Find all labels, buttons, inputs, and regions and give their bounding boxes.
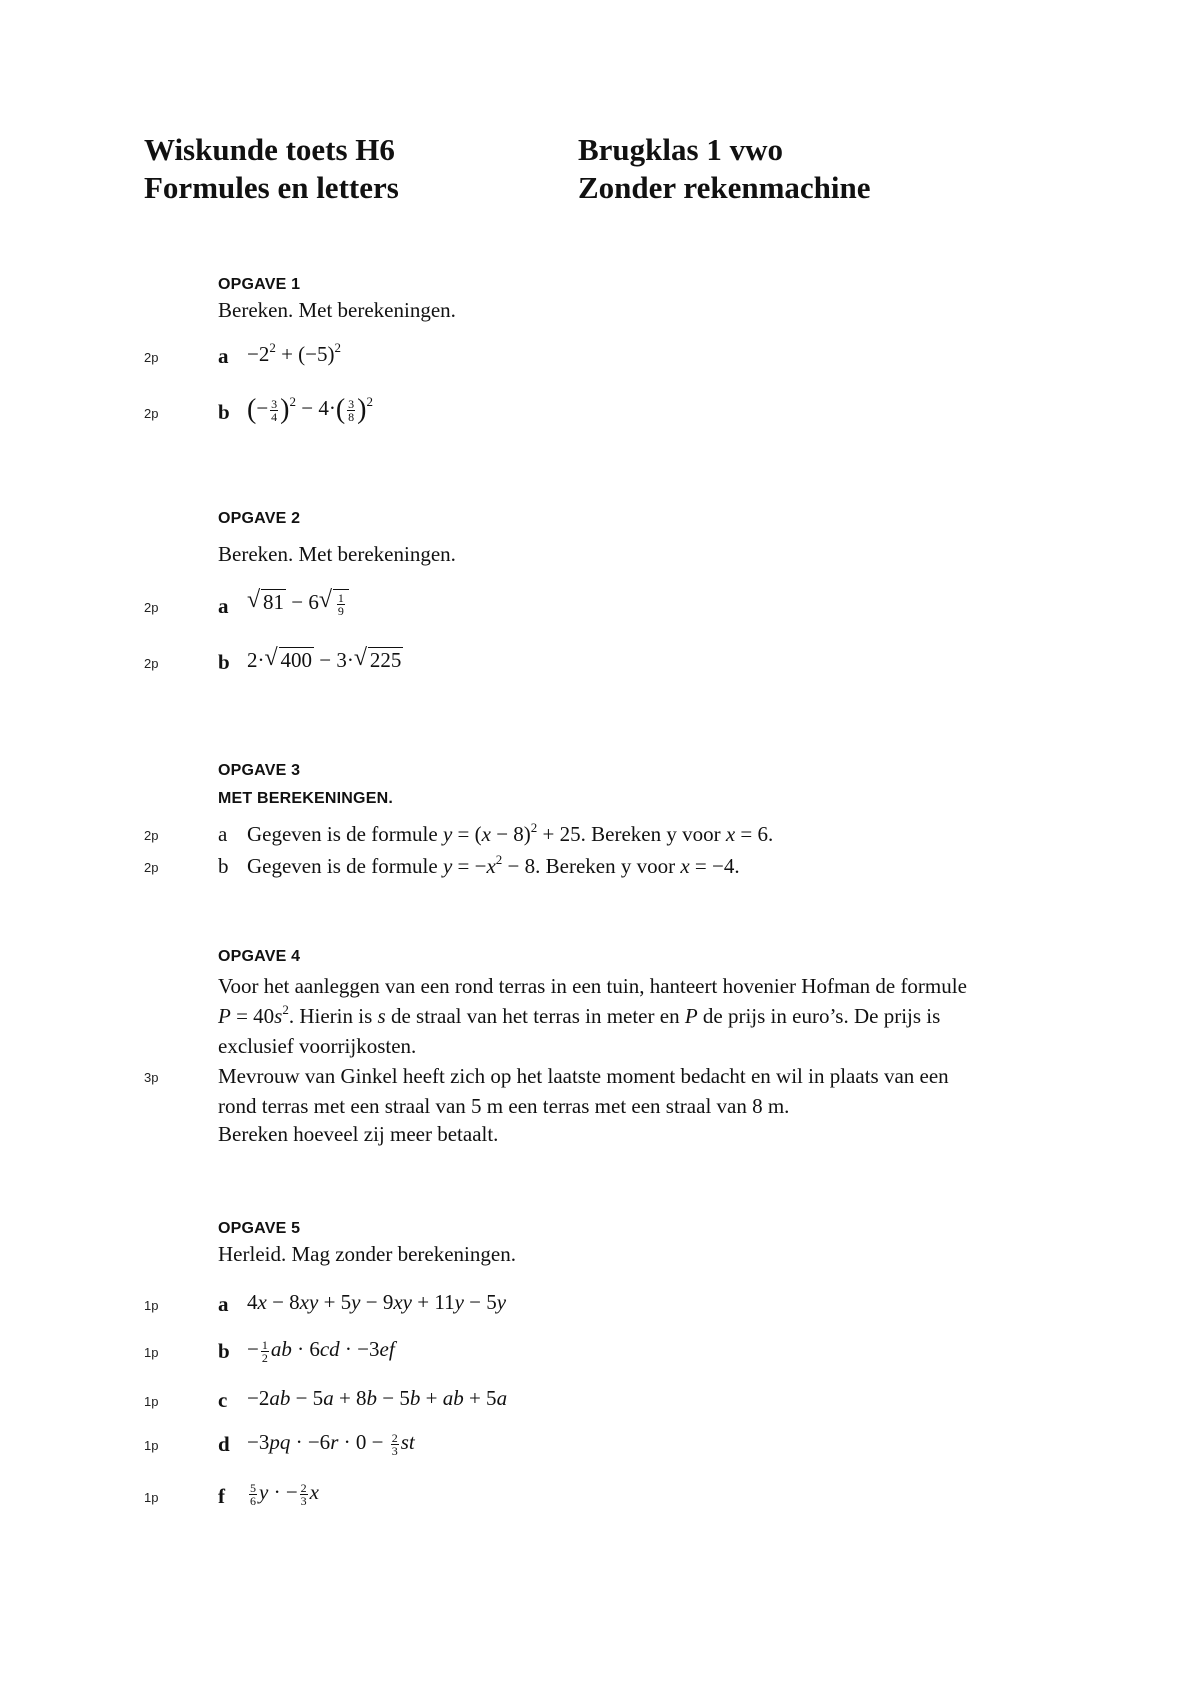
opgave4-points: 3p <box>144 1070 159 1085</box>
opgave5-b-expression: − $\frac{1}{2}$ ab · 6cd · −3ef <box>247 1337 395 1365</box>
opgave4-title: OPGAVE 4 <box>218 948 301 965</box>
opgave4-line2: $P = 40s^2$. Hierin is s de straal van het terras in meter en P de prijs in euro’s. De prijs is <box>218 1002 941 1028</box>
opgave1-b-points: 2p <box>144 406 159 421</box>
header-title: Wiskunde toets H6 <box>144 132 395 167</box>
opgave2-title: OPGAVE 2 <box>218 510 301 527</box>
opgave5-d-expression: −3pq · −6r · 0 − $\frac{2}{3}$ st <box>247 1430 415 1458</box>
opgave5-d-points: 1p <box>144 1438 159 1453</box>
opgave3-b-points: 2p <box>144 860 159 875</box>
opgave3-b-label: b <box>218 854 229 878</box>
opgave3-title: OPGAVE 3 <box>218 762 301 779</box>
opgave2-a-points: 2p <box>144 600 159 615</box>
opgave1-a-points: 2p <box>144 350 159 365</box>
opgave1-a-expression: $-2^2 + (-5)^2$ <box>247 340 342 366</box>
opgave4-line3: exclusief voorrijkosten. <box>218 1034 417 1058</box>
opgave5-f-points: 1p <box>144 1490 159 1505</box>
opgave2-a-expression: √ 81 − 6 √ $\frac{1}{9}$ <box>247 590 349 617</box>
opgave3-a-label: a <box>218 822 228 846</box>
opgave2-b-expression: 2·√ 400 − 3·√ 225 <box>247 648 403 673</box>
opgave5-a-expression: 4x − 8xy + 5y − 9xy + 11y − 5y <box>247 1290 507 1314</box>
opgave5-c-expression: −2ab − 5a + 8b − 5b + ab + 5a <box>247 1386 508 1410</box>
opgave5-f-label: f <box>218 1484 225 1508</box>
opgave1-b-label: b <box>218 400 230 424</box>
opgave3-b-text: Gegeven is de formule $y = -x^2 - 8$. Bereken y voor x = −4. <box>247 852 740 878</box>
opgave1-title: OPGAVE 1 <box>218 276 301 293</box>
opgave4-line1: Voor het aanleggen van een rond terras in een tuin, hanteert hovenier Hofman de formule <box>218 974 967 998</box>
opgave2-instruction: Bereken. Met berekeningen. <box>218 542 456 566</box>
opgave4-line5: rond terras met een straal van 5 m een terras met een straal van 8 m. <box>218 1094 790 1118</box>
opgave2-b-label: b <box>218 650 230 674</box>
opgave4-line4: Mevrouw van Ginkel heeft zich op het laatste moment bedacht en wil in plaats van een <box>218 1064 949 1088</box>
opgave5-d-label: d <box>218 1432 230 1456</box>
opgave1-instruction: Bereken. Met berekeningen. <box>218 298 456 322</box>
opgave3-a-text: Gegeven is de formule $y = (x - 8)^2 + 25$. Bereken y voor x = 6. <box>247 820 774 846</box>
opgave3-subtitle: MET BEREKENINGEN. <box>218 790 393 807</box>
opgave5-a-points: 1p <box>144 1298 159 1313</box>
opgave1-a-label: a <box>218 344 229 368</box>
opgave5-instruction: Herleid. Mag zonder berekeningen. <box>218 1242 516 1266</box>
opgave2-b-points: 2p <box>144 656 159 671</box>
opgave3-a-points: 2p <box>144 828 159 843</box>
opgave1-b-expression: (− $\frac{3}{4}$ )$^2$ − 4·( $\frac{3}{8}$ )$^2$ <box>247 394 373 425</box>
opgave5-c-label: c <box>218 1388 228 1412</box>
opgave5-b-points: 1p <box>144 1345 159 1360</box>
opgave5-b-label: b <box>218 1339 230 1363</box>
opgave5-title: OPGAVE 5 <box>218 1220 301 1237</box>
opgave5-a-label: a <box>218 1292 229 1316</box>
header-class: Brugklas 1 vwo <box>578 132 783 167</box>
opgave5-f-expression: $\frac{5}{6}$ y · − $\frac{2}{3}$ x <box>250 1480 319 1508</box>
opgave2-a-label: a <box>218 594 229 618</box>
header-calculator-note: Zonder rekenmachine <box>578 170 871 205</box>
header-subtitle: Formules en letters <box>144 170 399 205</box>
opgave5-c-points: 1p <box>144 1394 159 1409</box>
opgave4-line6: Bereken hoeveel zij meer betaalt. <box>218 1122 499 1146</box>
